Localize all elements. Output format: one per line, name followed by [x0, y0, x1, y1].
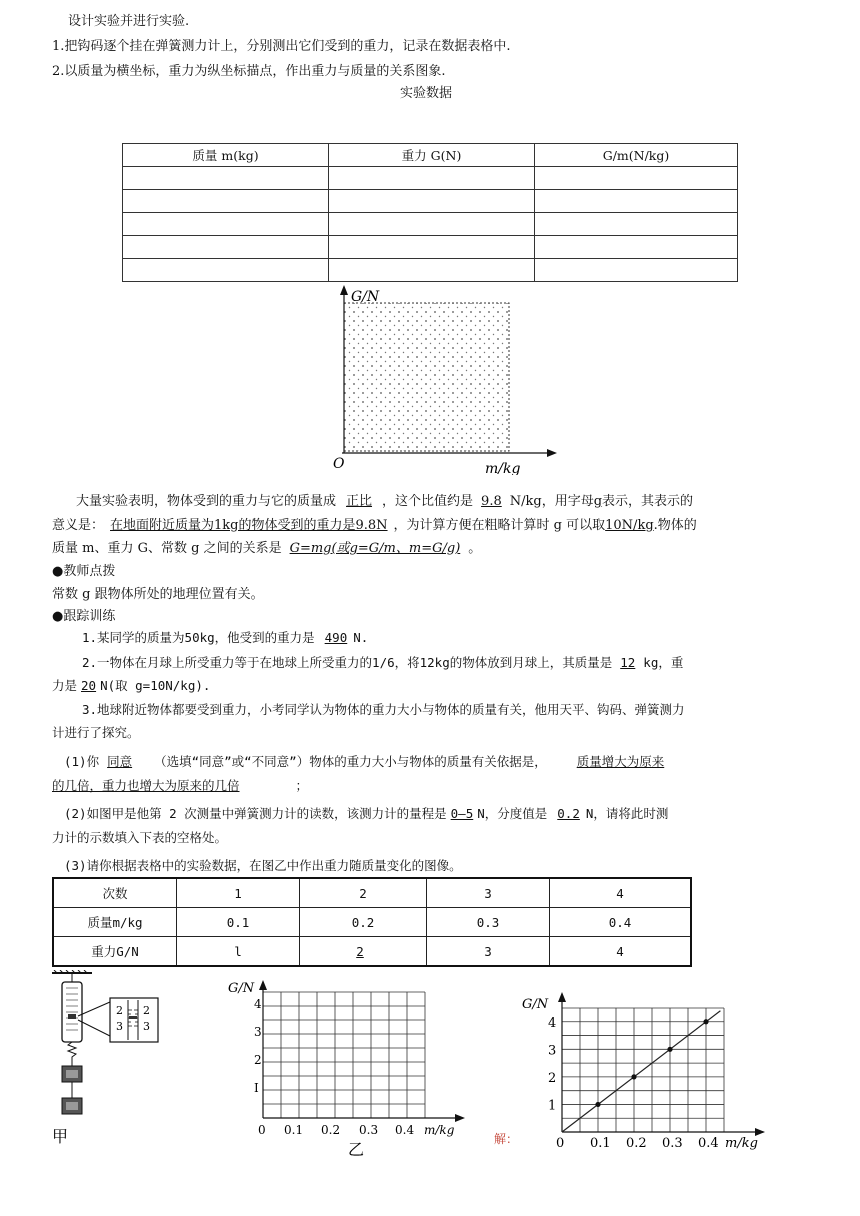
answer-blank: 12 [620, 655, 636, 670]
answer-graph [518, 988, 770, 1150]
x-tick-label: 0.3 [359, 1123, 379, 1137]
inset-mark: 2 [116, 1004, 123, 1017]
question-3-3: (3)请你根据表格中的实验数据，在图乙中作出重力随质量变化的图像。 [64, 858, 462, 873]
origin-label: 0 [258, 1123, 266, 1137]
inset-pointer [129, 1016, 137, 1019]
x-axis-label: m/kg [485, 461, 521, 475]
row-header: 质量m/kg [53, 908, 177, 937]
text: ； [295, 778, 309, 793]
text: N. [353, 630, 369, 645]
row-header: 重力G/N [53, 937, 177, 967]
answer-blank: 20 [81, 678, 97, 693]
blank-grid-chart [325, 283, 560, 475]
y-tick-label: 3 [254, 1025, 262, 1039]
question-3-line-2: 计进行了探究。 [52, 725, 140, 740]
figure-yi-label: 乙 [348, 1140, 365, 1158]
answer-label: 解： [494, 1132, 519, 1146]
table-cell[interactable] [123, 213, 329, 236]
table-cell: 1 [177, 878, 300, 908]
zoom-leader-top [78, 1002, 110, 1016]
answer-blank: 2 [356, 943, 364, 959]
x-tick-label: 0.2 [321, 1123, 341, 1137]
table-cell[interactable] [123, 236, 329, 259]
question-1 [82, 628, 368, 646]
table-cell[interactable] [123, 167, 329, 190]
text: 质量 m、重力 G、常数 g 之间的关系是 [52, 541, 282, 556]
text: N，请将此时测 [585, 806, 669, 821]
row-header: 次数 [53, 878, 177, 908]
question-2-line-1 [82, 653, 683, 671]
question-2-line-2 [52, 676, 210, 694]
table-cell: 0.3 [427, 908, 550, 937]
teacher-tip-text: 常数 g 跟物体所处的地理位置有关。 [52, 587, 264, 602]
y-tick-label: 4 [254, 997, 262, 1011]
text: (1)你 [64, 754, 100, 769]
table1-header: 质量 m(kg) [123, 144, 329, 167]
inset-mark: 2 [143, 1004, 150, 1017]
y-tick-label: 4 [548, 1015, 557, 1031]
x-tick-label: 0.3 [662, 1136, 683, 1150]
y-tick-label: I [254, 1081, 259, 1095]
table-cell[interactable] [535, 167, 738, 190]
x-axis-arrow-icon [455, 1114, 465, 1122]
table1-caption: 实验数据 [400, 86, 453, 101]
conclusion-line-1 [76, 490, 693, 509]
x-axis-arrow-icon [547, 449, 557, 457]
table-cell[interactable] [329, 213, 535, 236]
text: 2.一物体在月球上所受重力等于在地球上所受重力的1/6，将12kg的物体放到月球上，其质量是 [82, 655, 613, 670]
table1-header: G/m(N/kg) [535, 144, 738, 167]
text: kg，重 [643, 655, 684, 670]
x-tick-label: 0.1 [284, 1123, 304, 1137]
y-tick-label: 2 [254, 1053, 262, 1067]
text: 。 [468, 541, 482, 556]
table-cell: 4 [550, 878, 692, 908]
y-axis-label: G/N [522, 997, 549, 1012]
table-cell: 3 [427, 878, 550, 908]
x-tick-label: 0.1 [590, 1136, 611, 1150]
spring-scale-figure [48, 970, 168, 1150]
y-axis-arrow-icon [558, 992, 566, 1002]
answer-blank: 9.8 [481, 494, 502, 509]
text: .物体的 [653, 518, 697, 533]
data-point [595, 1102, 600, 1107]
table-cell: 0.2 [300, 908, 427, 937]
question-3-1-line-2 [52, 776, 308, 794]
table-cell: 3 [427, 937, 550, 967]
zoom-leader-bottom [78, 1020, 110, 1036]
question-3-line-1: 3.地球附近物体都要受到重力，小考同学认为物体的重力大小与物体的质量有关，他用天平、钩码、弹簧测力 [82, 702, 685, 717]
scale-pointer [68, 1014, 76, 1019]
table-cell: l [177, 937, 300, 967]
y-axis-label: G/N [351, 289, 380, 305]
y-tick-label: 3 [548, 1043, 557, 1059]
table-cell[interactable] [535, 259, 738, 282]
intro-line-2: 1.把钩码逐个挂在弹簧测力计上，分别测出它们受到的重力，记录在数据表格中. [52, 39, 511, 54]
figure-jia-label: 甲 [52, 1127, 69, 1146]
text: (2)如图甲是他第 2 次测量中弹簧测力计的读数，该测力计的量程是 [64, 806, 447, 821]
text: 意义是： [52, 518, 105, 533]
table-cell: 2 [300, 878, 427, 908]
weight-2-highlight [66, 1102, 78, 1110]
text: 大量实验表明，物体受到的重力与它的质量成 [76, 494, 337, 509]
series-line [562, 1011, 720, 1132]
table-cell[interactable] [535, 190, 738, 213]
answer-blank: 490 [324, 630, 348, 645]
origin-label: O [333, 456, 345, 472]
origin-label: 0 [556, 1136, 565, 1150]
x-axis-arrow-icon [755, 1128, 765, 1136]
answer-blank: 10N/kg [605, 518, 654, 533]
question-3-1-line-1 [64, 752, 670, 770]
answer-blank: 0.2 [557, 806, 580, 821]
text: N，分度值是 [477, 806, 548, 821]
text: ，这个比值约是 [382, 494, 474, 509]
table-cell [300, 937, 427, 967]
text: 1.某同学的质量为50kg，他受到的重力是 [82, 630, 315, 645]
text: 表示，其表示的 [602, 494, 694, 509]
data-point [667, 1047, 672, 1052]
table-cell[interactable] [329, 190, 535, 213]
table-cell[interactable] [329, 236, 535, 259]
data-table-empty [122, 143, 738, 282]
answer-blank: 同意 [107, 754, 133, 769]
x-tick-label: 0.4 [698, 1136, 719, 1150]
answer-blank: 在地面附近质量为1kg的物体受到的重力是9.8N [110, 518, 388, 533]
question-3-2-line-2: 力计的示数填入下表的空格处。 [52, 830, 228, 845]
answer-blank: g [593, 494, 603, 509]
intro-line-1: 设计实验并进行实验. [68, 14, 190, 29]
y-tick-label: 1 [548, 1098, 557, 1114]
table-cell: 0.4 [550, 908, 692, 937]
weight-1-highlight [66, 1070, 78, 1078]
intro-line-3: 2.以质量为横坐标，重力为纵坐标描点，作出重力与质量的关系图象. [52, 64, 446, 79]
table1-header: 重力 G(N) [329, 144, 535, 167]
x-axis-label: m/kg [424, 1123, 455, 1137]
y-axis-arrow-icon [259, 980, 267, 990]
table-cell[interactable] [329, 259, 535, 282]
dot-grid [344, 303, 509, 451]
table-cell[interactable] [123, 259, 329, 282]
answer-blank: 0—5 [450, 806, 474, 821]
table-cell[interactable] [535, 213, 738, 236]
teacher-tip-title: ●教师点拨 [52, 564, 116, 579]
table-cell: 0.1 [177, 908, 300, 937]
y-axis-label: G/N [228, 981, 255, 996]
text: ，为计算方便在粗略计算时 g 可以取 [393, 518, 606, 533]
y-tick-label: 2 [548, 1070, 557, 1086]
hook [68, 1042, 76, 1066]
answer-blank: 的几倍，重力也增大为原来的几倍 [52, 778, 240, 793]
data-point [703, 1019, 708, 1024]
question-3-2-line-1 [64, 804, 668, 822]
text: （选填“同意”或“不同意”）物体的重力大小与物体的质量有关依据是， [154, 754, 547, 769]
conclusion-line-3 [52, 537, 481, 556]
x-axis-label: m/kg [725, 1136, 758, 1150]
table-cell[interactable] [535, 236, 738, 259]
table-cell[interactable] [123, 190, 329, 213]
text: N/kg，用字母 [509, 494, 594, 509]
answer-blank: G=mg(或g=G/m、m=G/g) [289, 541, 461, 556]
text: 力是 [52, 678, 78, 693]
conclusion-line-2 [52, 514, 697, 533]
x-tick-label: 0.2 [626, 1136, 647, 1150]
table-cell[interactable] [329, 167, 535, 190]
data-point [631, 1074, 636, 1079]
answer-blank: 正比 [346, 494, 373, 509]
answer-blank: 质量增大为原来 [576, 754, 665, 769]
table-cell: 4 [550, 937, 692, 967]
x-tick-label: 0.4 [395, 1123, 415, 1137]
blank-graph-yi [218, 978, 468, 1158]
inset-mark: 3 [116, 1020, 123, 1033]
measurement-table [52, 877, 692, 967]
y-axis-arrow-icon [340, 285, 348, 295]
text: N(取 g=10N/kg). [100, 678, 211, 693]
grid-lines [263, 992, 425, 1118]
training-title: ●跟踪训练 [52, 609, 116, 624]
inset-mark: 3 [143, 1020, 150, 1033]
